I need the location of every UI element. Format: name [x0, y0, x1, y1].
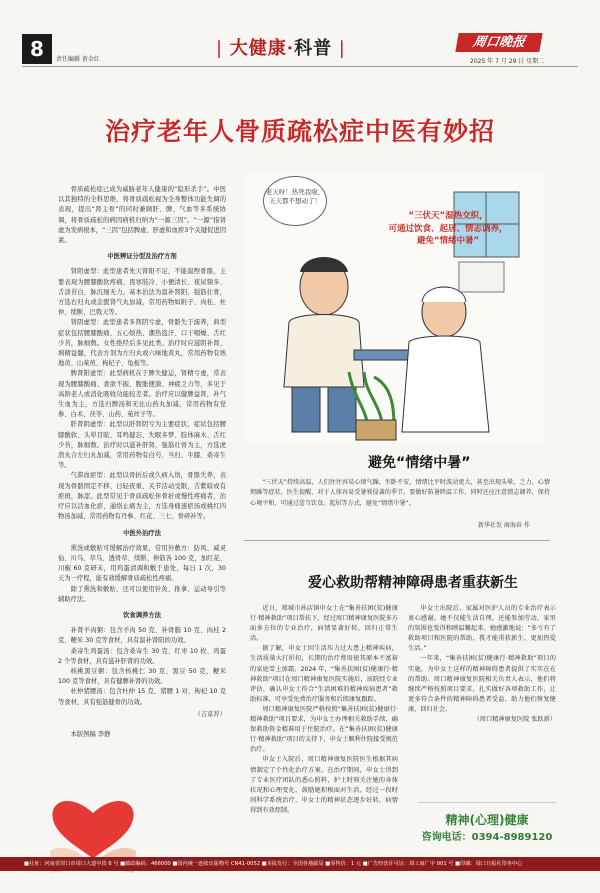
- promo-phone: 咨询电话：0394-8989120: [421, 832, 553, 843]
- section-divider: [244, 540, 550, 541]
- section-title: [216, 34, 346, 60]
- article-paragraph: 气滞血瘀型：此型以骨折后或久病入络，骨骼失养，表现为骨骼固定不移、日轻夜重、关节活动受限，舌紫暗或有瘀斑，脉涩。此型常见于骨质疏松伴骨折或慢性疼痛者，治疗应以活血化瘀、通络止痛为主，方选身痛逐瘀汤或桃红四物汤加减，常用药物有丹参、红花、三七、骨碎补等。: [58, 472, 226, 521]
- masthead: [0, 0, 600, 66]
- story-paragraph: 申女士入院后，周口精神康复医院医生根据其病情制定了个性化治疗方案。在治疗期间，申女士得到了专业医疗团队的悉心照料，护士时刻关注她的身体状况和心理变化，鼓励她积极面对生活。经过一段时间科学系统治疗，申女士的精神状态逐步好转，病情得到有效控制。: [250, 756, 398, 814]
- story-paragraph: 申女士出院后，家属对医护人员的专业治疗表示衷心感谢。她不仅能生活自理，还能参加劳动，家里的氛围也变得和睦温馨起来。她感激地说：“多亏有了救助项目和医院的帮助，我才能重获新生，更加热爱生活。”: [408, 605, 556, 653]
- section-sub: 科普: [294, 38, 333, 59]
- article-paragraph: 肝肾阴虚型：此型以肝肾阴亏为主要症状，症状包括腰膝酸软、头晕目眩、耳鸣健忘、失眠多梦、肢体麻木、舌红少苔，脉细数。治疗时以滋补肝肾，强筋壮骨为主，方选虎潜丸合左归丸加减，常用药物有白芍、当归、牛膝、桑寄生等。: [58, 421, 226, 470]
- article-source: （吉京荐）: [194, 710, 226, 718]
- caption-text: “三伏天”湿热交织， 可通过饮食、起居、情志调养， 避免“情绪中暑”: [388, 211, 508, 246]
- header-divider: [22, 66, 578, 67]
- intro-paragraph: 骨质疏松症已成为威胁老年人健康的“隐形杀手”。中医以其独特的全科思维，将骨质疏松视为全身整体功能失调的表现，提出“肾主骨”的同时兼顾肝、脾、气血等多系统协调，将骨质疏松的病因病机归纳为“一源三因”。“一源”指肾虚为发病根本，“三因”包括脾虚、肝虚和血瘀3个关键促进因素。: [58, 186, 226, 245]
- section-dot: ·: [286, 38, 295, 59]
- section-bar-right: |: [332, 38, 346, 59]
- cartoon-body: “三伏天”持续高温，人们往往容易心烦气躁、坐卧不安，情绪比平时波动更大，甚至出现头晕、乏力、心情烦躁等症状。医生提醒，对于人体容易受暑邪侵袭的季节，要做好防暑降温工作，同时还应注意情志调养，保持心境平和，可通过适当饮食、起居等方式，避免“情绪中暑”。: [250, 479, 550, 507]
- story-paragraph: 一年来，“集善扶困(贫)健康行·精神救助”项目的实施，为申女士这样的精神障碍患者提供了实实在在的帮助。周口精神康复医院相关负责人表示，他们将继续严格按照项目要求，扎实做好各项救助工作，让更多符合条件的精神障碍患者受益，助力他们恢复健康，回归社会。: [408, 655, 556, 713]
- hotline-promo: [418, 802, 556, 842]
- article-author: 本版图稿 李静: [70, 730, 111, 738]
- article-paragraph: 肾阳虚型：此型患者先天肾阳不足，不能温煦骨骼，主要表现为腰膝酸软疼痛、畏寒肢冷、小便清长、夜尿频多、舌淡苔白，脉沉细无力。基本治法为温补肾阳，强筋壮骨，方选右归丸或金匮肾气丸加减，常用药物如附子、肉桂、杜仲、续断、巴戟天等。: [58, 268, 226, 317]
- patient-shirt-icon: [284, 315, 364, 388]
- page-headline: 治疗老年人骨质疏松症中医有妙招: [104, 117, 495, 146]
- story-source: （周口精神康复医院 张跃新）: [473, 716, 556, 724]
- paper-logo: 周口晚报: [455, 33, 542, 52]
- story-column-2: [408, 604, 556, 725]
- cartoon-credit: 新华社发 商海春 作: [478, 522, 530, 529]
- promo-title: 精神(心理)健康: [445, 813, 529, 827]
- article-paragraph: 脾肾阳虚型：此型病机在于脾失健运，肾精亏虚，常表现为腰膝酸痛、食欲不振、腹胀便溏、神疲乏力等，多见于高龄老人或消化吸收功能较差者。治疗应以健脾益肾，补气生血为主，方选归脾汤和无比山药丸加减，常用药物有党参、白术、茯苓、山药、菟丝子等。: [58, 370, 226, 419]
- publication-footer: ■社址：河南省周口市周口大道中段 6 号 ■邮政编码：466000 ■国内统一连续出版物号 CN41-0052 ■本报发行：全国各地邮局 ■零售价：1 元 ■广告经营许可证：周工商广字 001 号 ■印刷：周口日报社印务中心: [0, 857, 600, 871]
- story-title: 爱心救助帮精神障碍患者重获新生: [308, 575, 518, 591]
- article-paragraph: 补肾羊肉粥：包含羊肉 50 克、补骨脂 10 克、肉桂 2 克、粳米 30 克等食材，具有温补肾阳的功效。: [58, 627, 226, 645]
- article-paragraph: 肾阴虚型：此型患者多肾阴亏虚，骨骼失于濡养，典型症状包括腰膝酸痛、五心烦热、潮热盗汗、口干咽燥、舌红少苔，脉细数。女性绝经后多见此类。治疗时应滋阴补肾、填精益髓，代表方剂为左归丸或六味地黄丸，常用药物有熟地黄、山茱萸、枸杞子、龟板等。: [58, 319, 226, 368]
- speech-bubble: 老天呀！热死我啦，天天都不想动了！: [263, 176, 327, 226]
- article-paragraph: 杜仲猪腰汤：包含杜仲 15 克、猪腰 1 对、枸杞 10 克等食材，具有强筋健骨的功效。: [58, 688, 226, 706]
- story-paragraph: 近日，郑城市孙店镇申女士在“集善扶困(贫)健康行·精神救助”项目帮扶下，经过周口精神康复医院多方面多方位的专业治疗，病情显著好转，回归正常生活。: [250, 605, 398, 643]
- subheading-3: 饮食调养方法: [123, 611, 161, 619]
- cartoon-title: 避免“情绪中暑”: [368, 455, 471, 471]
- doctor-coat-icon: [402, 336, 489, 432]
- story-paragraph: 据了解，申女士因生活压力过大患上精神疾病，生活质量大打折扣，长期的治疗费用使其原本不富裕的家庭雪上加霜。2024 年，“集善扶困(贫)健康行·精神救助”项目在周口精神康复医院实施后，该院经专业评估，确认申女士符合“生活困难的精神疾病患者”救助标准，可享受免费治疗服务和后续康复跟踪。: [250, 645, 398, 703]
- subheading-2: 中医外治疗法: [123, 529, 161, 537]
- story-paragraph: 周口精神康复医院严格按照“集善扶困(贫)健康行·精神救助”项目要求，为申女士办理相关救助手续，确保救助资金精准用于住院治疗。在“集善扶困(贫)健康行·精神救助”项目的支持下，申女士顺利住院接受规范治疗。: [250, 705, 398, 754]
- left-article: [58, 185, 226, 740]
- issue-date: 2025 年 7 月 29 日 星期二: [470, 58, 545, 65]
- illustration-caption: [348, 210, 548, 248]
- section-main: 大健康: [229, 38, 287, 59]
- article-paragraph: 除了熏洗和敷贴，还可以使用针灸、推拿、运动导引等辅助疗法。: [58, 585, 226, 603]
- page-number: 8: [22, 34, 52, 64]
- story-column-1: [250, 604, 398, 816]
- editor-credit: 责任编辑 黄金红: [56, 56, 100, 63]
- article-paragraph: 核桃黑豆粥：包含核桃仁 30 克、黑豆 50 克、粳米 100 克等食材，具有健脾补肾的功效。: [58, 667, 226, 686]
- article-paragraph: 熏洗或敷贴可缓解治疗效果，常用外敷方：防风、威灵仙、川乌、草乌、透骨草、续断、伸筋各 100 克，加红花、川椒 60 克研末，用鸡蛋清调和敷于患处，每日 1 次，30 天为一疗程，能有效缓解骨质疏松性疼痛。: [58, 544, 226, 583]
- subheading-1: 中医辨证分型及治疗方剂: [107, 253, 177, 261]
- section-bar-left: |: [216, 38, 230, 59]
- article-paragraph: 桑寄生鸡蛋汤：包含桑寄生 30 克、红枣 10 枚、鸡蛋 2 个等食材，具有滋补肝肾的功效。: [58, 647, 226, 665]
